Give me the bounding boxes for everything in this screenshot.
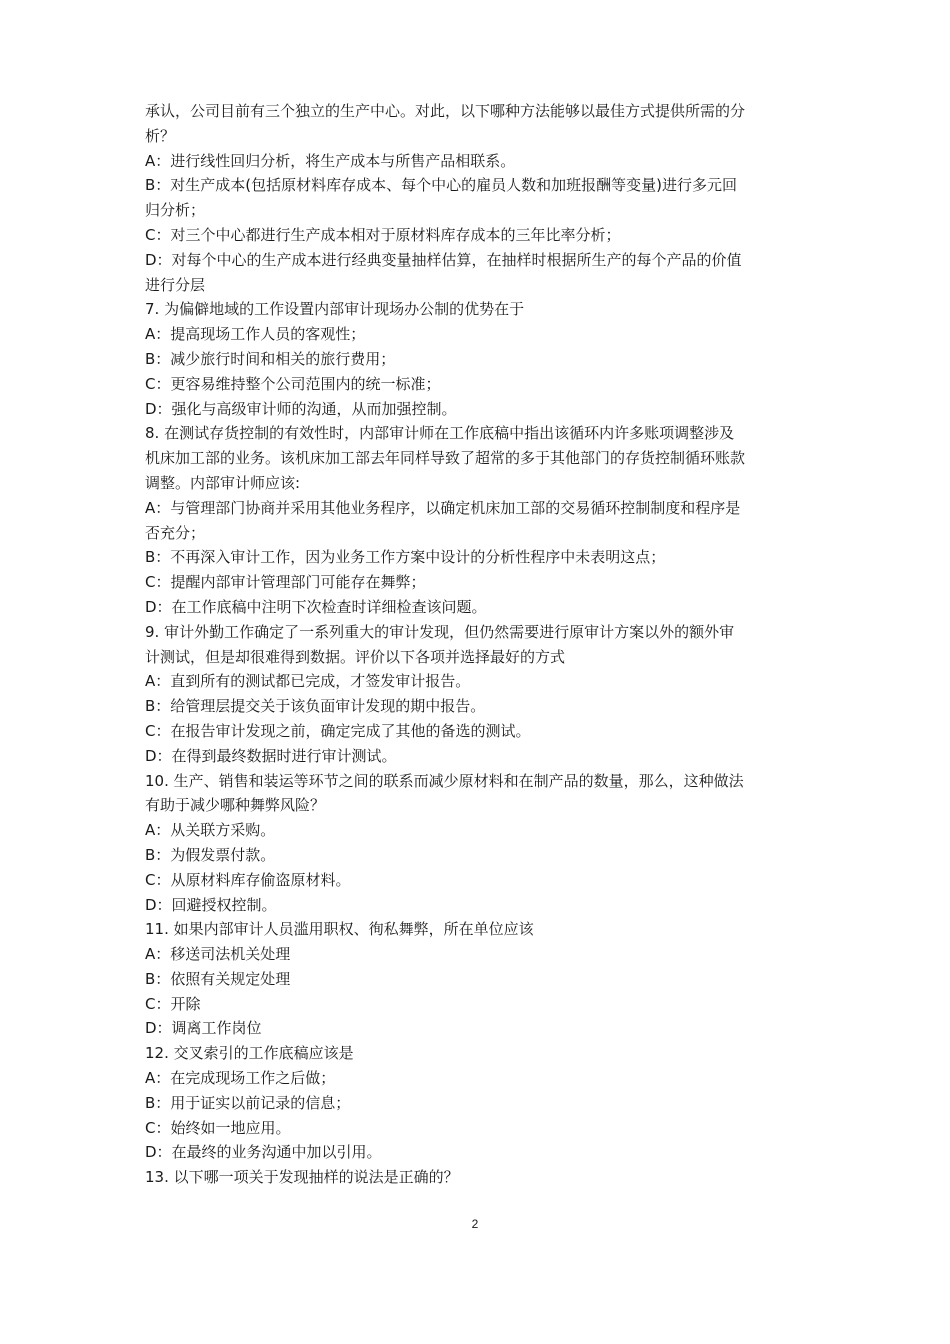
text-line: C：从原材料库存偷盗原材料。 [145, 870, 351, 889]
question-7: 7. 为偏僻地域的工作设置内部审计现场办公制的优势在于 [145, 300, 525, 319]
page-number: 2 [471, 1217, 479, 1231]
text-line: B：减少旅行时间和相关的旅行费用； [145, 349, 396, 368]
text-line: C：在报告审计发现之前，确定完成了其他的备选的测试。 [145, 721, 531, 740]
text-line: B：不再深入审计工作，因为业务工作方案中设计的分析性程序中未表明这点； [145, 548, 666, 567]
text-line: 计测试，但是却很难得到数据。评价以下各项并选择最好的方式 [145, 647, 566, 666]
text-line: D：回避授权控制。 [145, 895, 277, 914]
text-line: B：给管理层提交关于该负面审计发现的期中报告。 [145, 697, 486, 716]
question-11: 11. 如果内部审计人员滥用职权、徇私舞弊，所在单位应该 [145, 920, 534, 939]
question-10: 10. 生产、销售和装运等环节之间的联系而减少原材料和在制产品的数量，那么，这种做法 [145, 771, 744, 790]
text-line: A：直到所有的测试都已完成，才签发审计报告。 [145, 672, 471, 691]
text-line: C：开除 [145, 994, 201, 1013]
question-13: 13. 以下哪一项关于发现抽样的说法是正确的？ [145, 1168, 459, 1187]
text-line: D：对每个中心的生产成本进行经典变量抽样估算，在抽样时根据所生产的每个产品的价值 [145, 250, 742, 269]
question-12: 12. 交叉索引的工作底稿应该是 [145, 1044, 354, 1063]
text-line: D：强化与高级审计师的沟通，从而加强控制。 [145, 399, 457, 418]
text-line: C：对三个中心都进行生产成本相对于原材料库存成本的三年比率分析； [145, 225, 621, 244]
text-line: 机床加工部的业务。该机床加工部去年同样导致了超常的多于其他部门的存货控制循环账款 [145, 449, 746, 468]
page-body-text [145, 99, 817, 1190]
text-line: A：与管理部门协商并采用其他业务程序，以确定机床加工部的交易循环控制制度和程序是 [145, 498, 741, 517]
question-9: 9. 审计外勤工作确定了一系列重大的审计发现，但仍然需要进行原审计方案以外的额外审 [145, 622, 735, 641]
text-line: D：在工作底稿中注明下次检查时详细检查该问题。 [145, 597, 487, 616]
text-line: B：用于证实以前记录的信息； [145, 1093, 351, 1112]
text-line: D：调离工作岗位 [145, 1019, 262, 1038]
text-line: A：在完成现场工作之后做； [145, 1069, 336, 1088]
text-line: B：为假发票付款。 [145, 845, 276, 864]
text-line: B：依照有关规定处理 [145, 969, 291, 988]
text-line: 有助于减少哪种舞弊风险？ [145, 796, 326, 815]
question-8: 8. 在测试存货控制的有效性时，内部审计师在工作底稿中指出该循环内许多账项调整涉及 [145, 424, 735, 443]
text-line: 否充分； [145, 523, 206, 542]
text-line: D：在最终的业务沟通中加以引用。 [145, 1143, 382, 1162]
text-line: 归分析； [145, 201, 206, 220]
text-line: A：从关联方采购。 [145, 821, 276, 840]
text-line: B：对生产成本(包括原材料库存成本、每个中心的雇员人数和加班报酬等变量)进行多元回 [145, 176, 737, 195]
text-line: 承认，公司目前有三个独立的生产中心。对此，以下哪种方法能够以最佳方式提供所需的分 [145, 102, 746, 120]
text-line: 进行分层 [145, 275, 206, 294]
text-line: A：进行线性回归分析，将生产成本与所售产品相联系。 [145, 151, 516, 170]
text-line: D：在得到最终数据时进行审计测试。 [145, 746, 397, 765]
text-line: C：始终如一地应用。 [145, 1118, 291, 1137]
text-line: 析？ [145, 126, 176, 145]
text-line: A：提高现场工作人员的客观性； [145, 325, 366, 344]
text-line: A：移送司法机关处理 [145, 945, 291, 964]
text-line: C：更容易维持整个公司范围内的统一标准； [145, 374, 441, 393]
text-line: 调整。内部审计师应该: [145, 473, 301, 492]
text-line: C：提醒内部审计管理部门可能存在舞弊； [145, 573, 426, 592]
